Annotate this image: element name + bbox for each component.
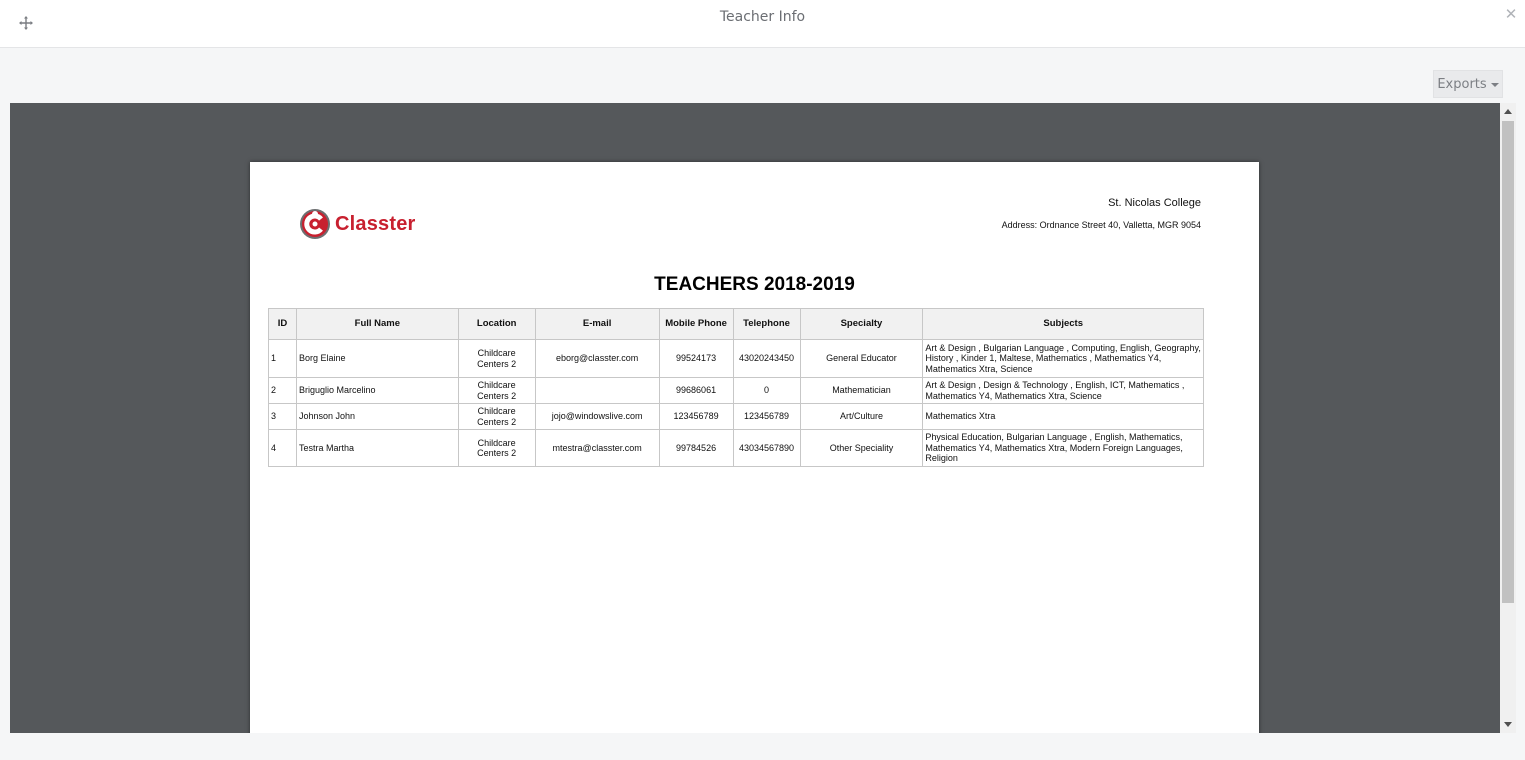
cell-mobile: 123456789 [659,404,733,430]
report-title: TEACHERS 2018-2019 [654,274,855,295]
column-header-location: Location [458,309,535,340]
caret-down-icon [1491,83,1499,87]
dialog-title: Teacher Info [719,9,806,25]
school-address: Address: Ordnance Street 40, Valletta, MGR 9054 [1001,220,1201,230]
column-header-id: ID [269,309,297,340]
cell-specialty: Other Speciality [800,430,923,467]
cell-mobile: 99686061 [659,378,733,404]
table-row [269,404,1204,430]
cell-telephone: 0 [733,378,800,404]
dialog-titlebar [0,0,1525,48]
school-name: St. Nicolas College [1108,197,1201,209]
scroll-down-arrow-icon[interactable] [1504,722,1512,727]
cell-location: Childcare Centers 2 [458,430,535,467]
cell-full-name: Briguglio Marcelino [296,378,458,404]
logo-text: Classter [335,212,416,235]
cell-subjects: Physical Education, Bulgarian Language , English, Mathematics, Mathematics Y4, Mathematics Xtra, Modern Foreign Languages, Religion [923,430,1204,467]
cell-email: mtestra@classter.com [535,430,659,467]
cell-id: 3 [269,404,297,430]
cell-id: 1 [269,340,297,378]
cell-location: Childcare Centers 2 [458,340,535,378]
cell-telephone: 123456789 [733,404,800,430]
cell-subjects: Mathematics Xtra [923,404,1204,430]
exports-button[interactable] [1433,70,1503,98]
cell-mobile: 99524173 [659,340,733,378]
cell-full-name: Johnson John [296,404,458,430]
scrollbar-thumb[interactable] [1502,121,1514,603]
table-row [269,430,1204,467]
table-header-row [269,309,1204,340]
cell-specialty: Mathematician [800,378,923,404]
cell-full-name: Borg Elaine [296,340,458,378]
classter-logo-icon [298,207,332,241]
report-page [250,162,1259,733]
cell-subjects: Art & Design , Bulgarian Language , Computing, English, Geography, History , Kinder 1, Maltese, Mathematics , Mathematics Y4, Mathematics Xtra, Science [923,340,1204,378]
table-row [269,378,1204,404]
close-icon[interactable]: ✕ [1504,5,1518,23]
cell-email: eborg@classter.com [535,340,659,378]
column-header-full-name: Full Name [296,309,458,340]
vertical-scrollbar[interactable] [1500,103,1516,733]
cell-location: Childcare Centers 2 [458,378,535,404]
cell-email: jojo@windowslive.com [535,404,659,430]
cell-specialty: Art/Culture [800,404,923,430]
cell-full-name: Testra Martha [296,430,458,467]
column-header-mobile-phone: Mobile Phone [659,309,733,340]
column-header-email: E-mail [535,309,659,340]
column-header-subjects: Subjects [923,309,1204,340]
table-row [269,340,1204,378]
cell-id: 2 [269,378,297,404]
exports-label: Exports [1437,76,1487,92]
classter-logo [298,206,416,242]
scroll-up-arrow-icon[interactable] [1504,109,1512,114]
cell-id: 4 [269,430,297,467]
report-viewer [10,103,1516,733]
cell-email [535,378,659,404]
cell-subjects: Art & Design , Design & Technology , English, ICT, Mathematics , Mathematics Y4, Mathematics Xtra, Science [923,378,1204,404]
cell-mobile: 99784526 [659,430,733,467]
column-header-telephone: Telephone [733,309,800,340]
cell-telephone: 43034567890 [733,430,800,467]
column-header-specialty: Specialty [800,309,923,340]
cell-location: Childcare Centers 2 [458,404,535,430]
cell-specialty: General Educator [800,340,923,378]
cell-telephone: 43020243450 [733,340,800,378]
teachers-table [268,308,1204,467]
